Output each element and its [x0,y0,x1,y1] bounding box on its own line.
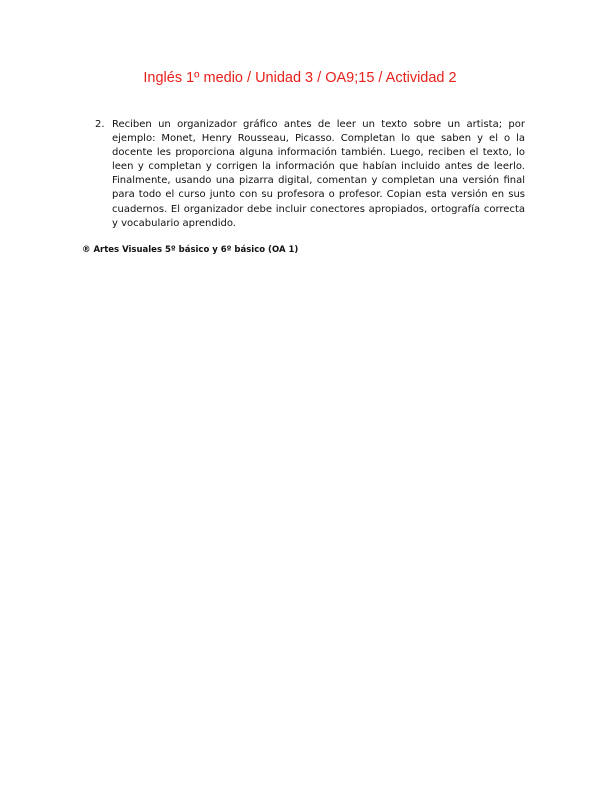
activity-item [95,118,525,231]
activity-number: 2. [95,119,105,130]
page-title: Inglés 1º medio / Unidad 3 / OA9;15 / Actividad 2 [143,70,457,86]
activity-text: Reciben un organizador gráfico antes de leer un texto sobre un artista; por ejemplo: Monet, Henry Rousseau, Picasso. Completan lo que saben y el o la docente les proporciona alguna información también. Luego, reciben el texto, lo leen y completan y corrigen la información que habían incluido antes de leerlo. Finalmente, usando una pizarra digital, comentan y completan una versión final para todo el curso junto con su profesora o profesor. Copian esta versión en sus cuadernos. El organizador debe incluir conectores apropiados, ortografía correcta y vocabulario aprendido. [112,119,525,229]
cross-reference-note: ® Artes Visuales 5º básico y 6º básico (OA 1) [82,245,299,255]
